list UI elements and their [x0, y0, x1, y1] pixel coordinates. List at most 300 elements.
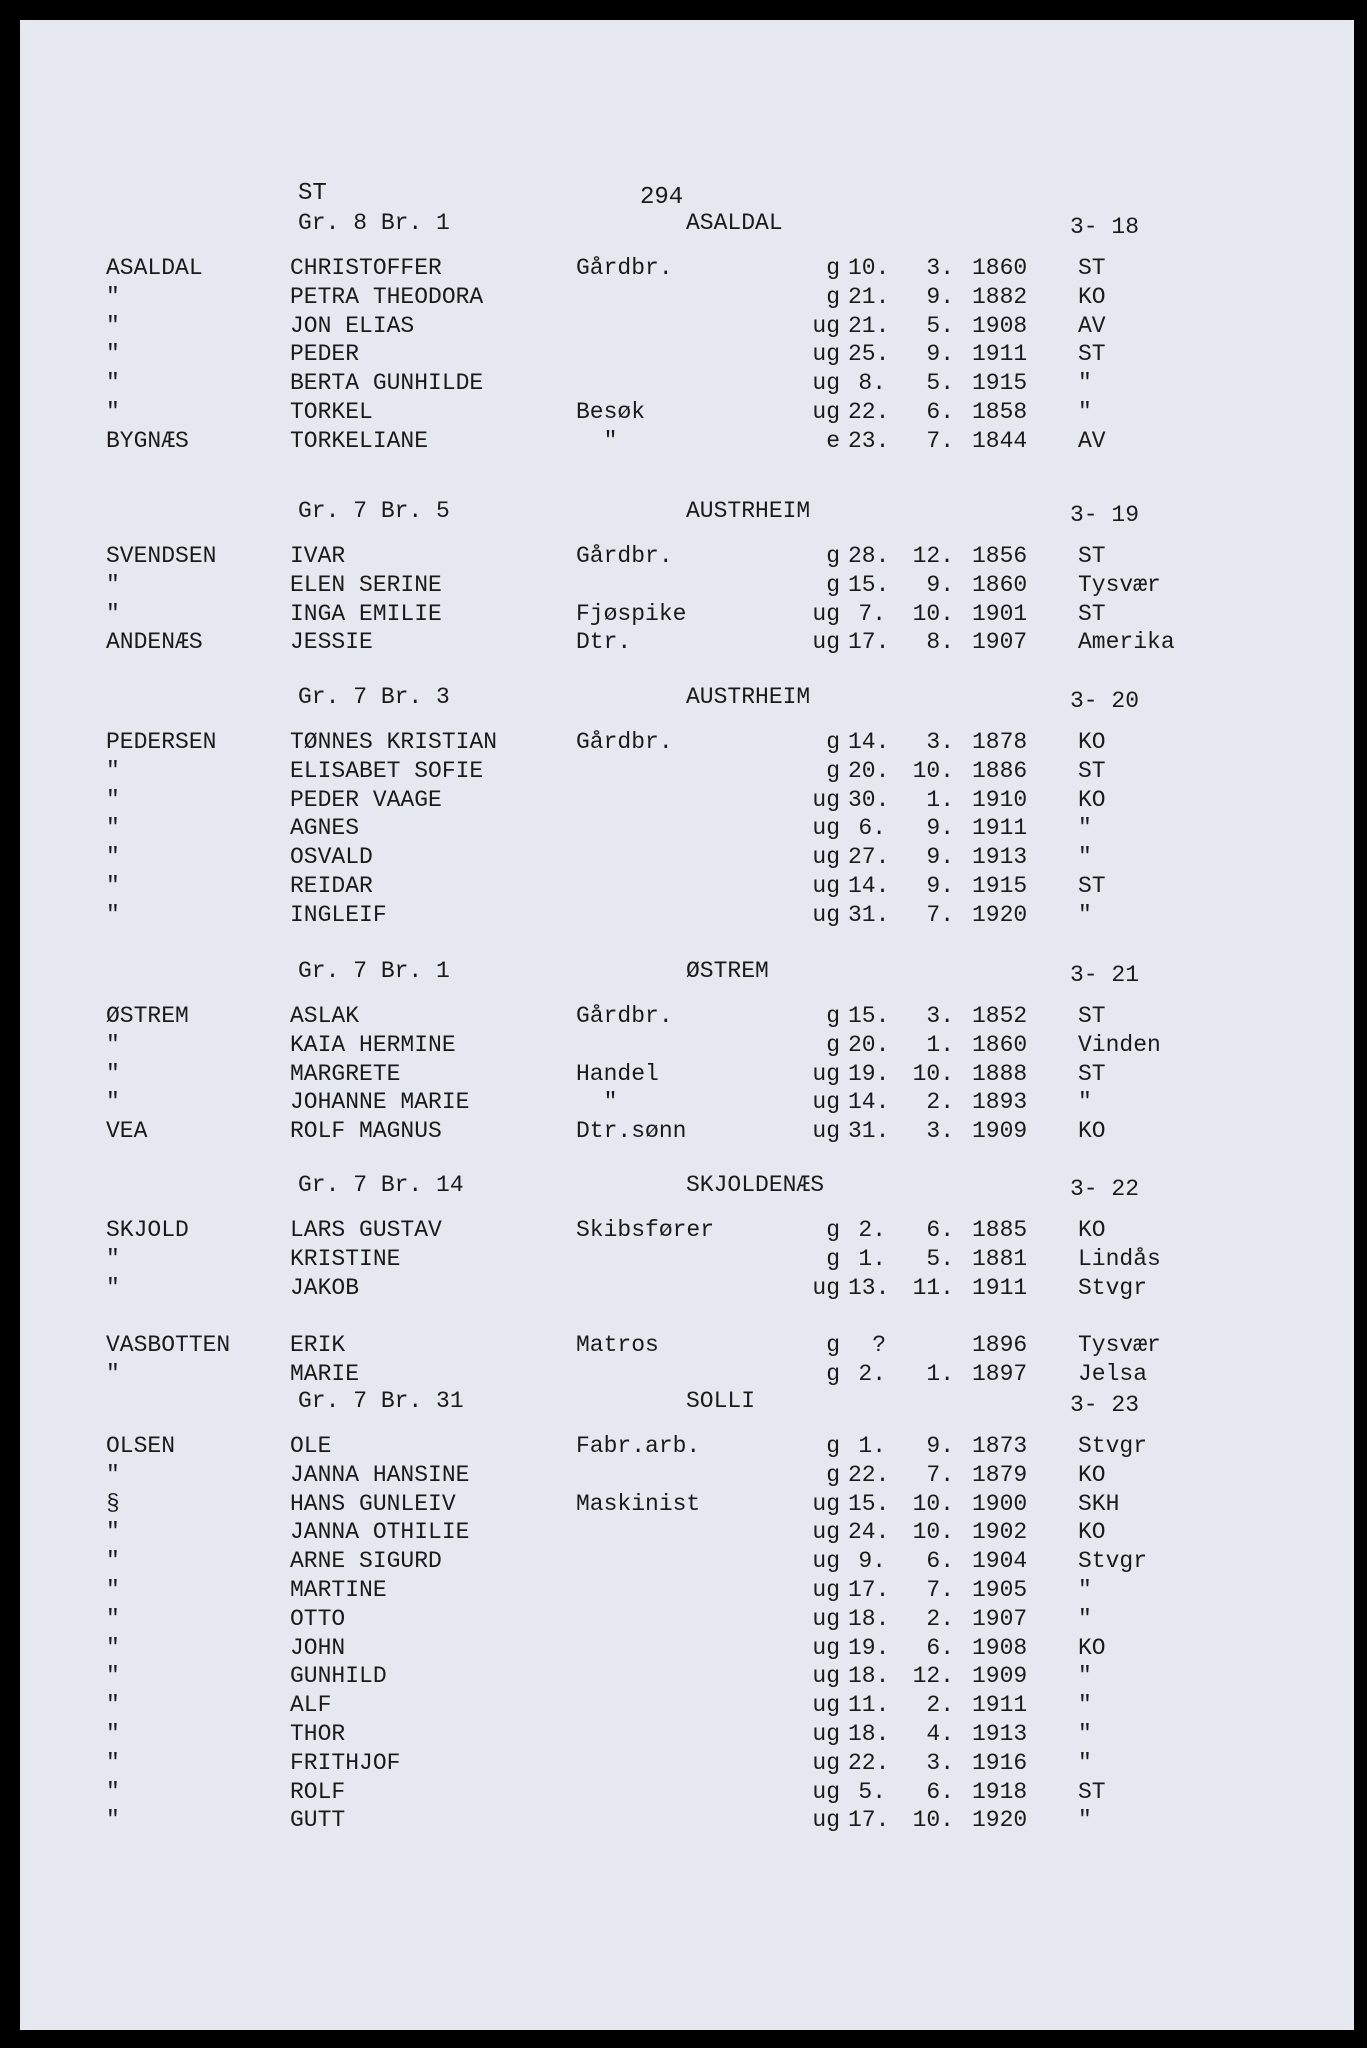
person-row — [20, 1432, 1354, 1461]
birth-year: 1858 — [972, 398, 1028, 425]
birth-place: Amerika — [1078, 629, 1175, 656]
person-row — [20, 1216, 1354, 1245]
person-row — [20, 1461, 1354, 1490]
given-name: JANNA HANSINE — [290, 1461, 470, 1488]
birth-year: 1882 — [972, 283, 1028, 310]
birth-day: 20. — [848, 1031, 890, 1058]
surname: SKJOLD — [106, 1217, 189, 1243]
household-group — [20, 958, 1354, 1146]
given-name: FRITHJOF — [290, 1749, 401, 1776]
birth-month: 12. — [912, 1663, 954, 1690]
birth-year: 1911 — [972, 1692, 1028, 1719]
occupation: Dtr. — [576, 629, 632, 656]
civil-status: g — [826, 1245, 840, 1272]
given-name: AGNES — [290, 815, 360, 842]
surname: PEDERSEN — [106, 729, 217, 755]
birth-month: 10. — [912, 1490, 954, 1517]
given-name: KAIA HERMINE — [290, 1031, 456, 1058]
occupation: Maskinist — [576, 1490, 701, 1517]
birth-day: 21. — [848, 312, 890, 339]
group-reference: Gr. 7 Br. 5 — [298, 498, 450, 524]
given-name: KRISTINE — [290, 1245, 401, 1272]
given-name: CHRISTOFFER — [290, 255, 442, 281]
birth-month: 3. — [926, 729, 954, 755]
birth-month: 7. — [926, 427, 954, 454]
surname: OLSEN — [106, 1433, 176, 1459]
birth-day: 20. — [848, 757, 890, 784]
civil-status: g — [826, 757, 840, 784]
birth-day: 14. — [848, 1089, 890, 1116]
birth-day: 10. — [848, 255, 890, 281]
occupation: Skibsfører — [576, 1217, 715, 1243]
surname: " — [106, 1274, 120, 1301]
occupation: Gårdbr. — [576, 729, 673, 755]
birth-day: 22. — [848, 1749, 890, 1776]
birth-month: 5. — [926, 370, 954, 397]
birth-month: 7. — [926, 1461, 954, 1488]
surname: " — [106, 901, 120, 928]
farm-name: AUSTRHEIM — [686, 498, 811, 524]
given-name: OSVALD — [290, 844, 373, 871]
birth-month: 7. — [926, 1576, 954, 1603]
group-reference: Gr. 7 Br. 3 — [298, 684, 450, 710]
surname: " — [106, 1519, 120, 1546]
surname: " — [106, 600, 120, 627]
given-name: JON ELIAS — [290, 312, 415, 339]
birth-place: " — [1078, 1576, 1092, 1603]
birth-place: " — [1078, 844, 1092, 871]
farm-name: SKJOLDENÆS — [686, 1172, 825, 1198]
given-name: JAKOB — [290, 1274, 360, 1301]
occupation: Besøk — [576, 398, 646, 425]
birth-place: " — [1078, 398, 1092, 425]
birth-year: 1915 — [972, 370, 1028, 397]
civil-status: ug — [812, 1663, 840, 1690]
surname: VASBOTTEN — [106, 1332, 231, 1359]
birth-day: ? — [872, 1332, 886, 1359]
civil-status: ug — [812, 341, 840, 368]
birth-month: 7. — [926, 901, 954, 928]
given-name: BERTA GUNHILDE — [290, 370, 484, 397]
given-name: REIDAR — [290, 872, 373, 899]
birth-place: Stvgr — [1078, 1548, 1148, 1575]
birth-day: 18. — [848, 1720, 890, 1747]
civil-status: g — [826, 283, 840, 310]
birth-day: 22. — [848, 1461, 890, 1488]
birth-year: 1878 — [972, 729, 1028, 755]
civil-status: ug — [812, 600, 840, 627]
given-name: JOHN — [290, 1634, 346, 1661]
birth-day: 17. — [848, 1576, 890, 1603]
person-row — [20, 728, 1354, 757]
person-row — [20, 1274, 1354, 1303]
civil-status: g — [826, 571, 840, 598]
civil-status: ug — [812, 901, 840, 928]
given-name: OTTO — [290, 1605, 346, 1632]
given-name: HANS GUNLEIV — [290, 1490, 456, 1517]
person-row — [20, 1662, 1354, 1691]
birth-month: 2. — [926, 1605, 954, 1632]
person-row — [20, 628, 1354, 657]
birth-year: 1860 — [972, 571, 1028, 598]
given-name: MARIE — [290, 1360, 360, 1387]
household-header — [20, 1172, 1354, 1216]
birth-day: 13. — [848, 1274, 890, 1301]
surname: " — [106, 1605, 120, 1632]
occupation: Gårdbr. — [576, 1003, 673, 1029]
birth-year: 1915 — [972, 872, 1028, 899]
surname: ØSTREM — [106, 1003, 189, 1029]
birth-day: 15. — [848, 1490, 890, 1517]
civil-status: ug — [812, 629, 840, 656]
household-group — [20, 210, 1354, 456]
birth-year: 1904 — [972, 1548, 1028, 1575]
birth-month: 2. — [926, 1692, 954, 1719]
surname: BYGNÆS — [106, 427, 189, 454]
birth-month: 9. — [926, 1433, 954, 1459]
birth-year: 1911 — [972, 815, 1028, 842]
surname: " — [106, 757, 120, 784]
birth-day: 22. — [848, 398, 890, 425]
birth-place: AV — [1078, 312, 1106, 339]
surname: " — [106, 341, 120, 368]
birth-year: 1902 — [972, 1519, 1028, 1546]
birth-place: ST — [1078, 872, 1106, 899]
civil-status: g — [826, 1461, 840, 1488]
given-name: ASLAK — [290, 1003, 360, 1029]
birth-day: 30. — [848, 786, 890, 813]
birth-month: 6. — [926, 1778, 954, 1805]
household-header — [20, 684, 1354, 728]
birth-year: 1852 — [972, 1003, 1028, 1029]
given-name: INGA EMILIE — [290, 600, 442, 627]
birth-day: 1. — [858, 1245, 886, 1272]
birth-place: " — [1078, 901, 1092, 928]
civil-status: ug — [812, 872, 840, 899]
birth-day: 15. — [848, 1003, 890, 1029]
person-row — [20, 600, 1354, 629]
given-name: PEDER VAAGE — [290, 786, 442, 813]
birth-month: 6. — [926, 1548, 954, 1575]
birth-month: 9. — [926, 571, 954, 598]
birth-year: 1913 — [972, 1720, 1028, 1747]
person-row — [20, 427, 1354, 456]
birth-year: 1900 — [972, 1490, 1028, 1517]
birth-place: SKH — [1078, 1490, 1120, 1517]
civil-status: ug — [812, 312, 840, 339]
birth-month: 9. — [926, 872, 954, 899]
birth-month: 3. — [926, 255, 954, 281]
civil-status: e — [826, 427, 840, 454]
birth-year: 1893 — [972, 1089, 1028, 1116]
given-name: ARNE SIGURD — [290, 1548, 442, 1575]
given-name: GUTT — [290, 1807, 346, 1834]
birth-day: 17. — [848, 1807, 890, 1834]
civil-status: g — [826, 255, 840, 281]
given-name: INGLEIF — [290, 901, 387, 928]
occupation: Handel — [576, 1060, 659, 1087]
person-row — [20, 1720, 1354, 1749]
birth-year: 1911 — [972, 1274, 1028, 1301]
document-page — [20, 20, 1354, 2030]
birth-month: 1. — [926, 1031, 954, 1058]
civil-status: ug — [812, 398, 840, 425]
civil-status: ug — [812, 786, 840, 813]
birth-year: 1918 — [972, 1778, 1028, 1805]
birth-month: 11. — [912, 1274, 954, 1301]
place-code: ST — [298, 180, 327, 207]
birth-place: " — [1078, 1692, 1092, 1719]
person-row — [20, 1691, 1354, 1720]
birth-month: 9. — [926, 815, 954, 842]
birth-year: 1916 — [972, 1749, 1028, 1776]
given-name: OLE — [290, 1433, 332, 1459]
surname: " — [106, 1576, 120, 1603]
surname: " — [106, 1461, 120, 1488]
occupation: Gårdbr. — [576, 543, 673, 569]
civil-status: ug — [812, 815, 840, 842]
given-name: ELISABET SOFIE — [290, 757, 484, 784]
birth-place: AV — [1078, 427, 1106, 454]
person-row — [20, 254, 1354, 283]
civil-status: ug — [812, 1605, 840, 1632]
surname: " — [106, 1360, 120, 1387]
birth-day: 18. — [848, 1663, 890, 1690]
birth-year: 1920 — [972, 901, 1028, 928]
birth-place: ST — [1078, 255, 1106, 281]
surname: " — [106, 1245, 120, 1272]
civil-status: ug — [812, 1692, 840, 1719]
person-row — [20, 312, 1354, 341]
birth-year: 1860 — [972, 1031, 1028, 1058]
birth-day: 1. — [858, 1433, 886, 1459]
birth-day: 5. — [858, 1778, 886, 1805]
person-row — [20, 1518, 1354, 1547]
birth-day: 25. — [848, 341, 890, 368]
farm-name: ØSTREM — [686, 958, 769, 984]
birth-month: 8. — [926, 629, 954, 656]
given-name: JOHANNE MARIE — [290, 1089, 470, 1116]
civil-status: ug — [812, 1519, 840, 1546]
birth-year: 1911 — [972, 341, 1028, 368]
birth-month: 4. — [926, 1720, 954, 1747]
birth-place: Jelsa — [1078, 1360, 1148, 1387]
birth-place: KO — [1078, 1519, 1106, 1546]
birth-year: 1881 — [972, 1245, 1028, 1272]
surname: " — [106, 1634, 120, 1661]
birth-day: 31. — [848, 901, 890, 928]
birth-year: 1844 — [972, 427, 1028, 454]
surname: " — [106, 844, 120, 871]
given-name: ELEN SERINE — [290, 571, 442, 598]
surname: " — [106, 312, 120, 339]
birth-year: 1888 — [972, 1060, 1028, 1087]
birth-month: 10. — [912, 1807, 954, 1834]
birth-month: 10. — [912, 600, 954, 627]
civil-status: g — [826, 1217, 840, 1243]
birth-month: 10. — [912, 1519, 954, 1546]
birth-day: 14. — [848, 872, 890, 899]
birth-place: KO — [1078, 283, 1106, 310]
birth-year: 1913 — [972, 844, 1028, 871]
birth-year: 1909 — [972, 1663, 1028, 1690]
birth-month: 1. — [926, 786, 954, 813]
given-name: JANNA OTHILIE — [290, 1519, 470, 1546]
birth-place: Tysvær — [1078, 571, 1161, 598]
person-row — [20, 283, 1354, 312]
birth-year: 1879 — [972, 1461, 1028, 1488]
given-name: ERIK — [290, 1332, 346, 1359]
birth-month: 3. — [926, 1003, 954, 1029]
surname: § — [106, 1490, 120, 1517]
person-row — [20, 814, 1354, 843]
birth-place: " — [1078, 1720, 1092, 1747]
person-row — [20, 340, 1354, 369]
person-row — [20, 1806, 1354, 1835]
farm-name: AUSTRHEIM — [686, 684, 811, 710]
civil-status: ug — [812, 1274, 840, 1301]
birth-place: Lindås — [1078, 1245, 1161, 1272]
person-row — [20, 1634, 1354, 1663]
birth-place: Stvgr — [1078, 1274, 1148, 1301]
birth-place: KO — [1078, 729, 1106, 755]
person-row — [20, 1605, 1354, 1634]
surname: " — [106, 1089, 120, 1116]
person-row — [20, 1360, 1354, 1389]
given-name: JESSIE — [290, 629, 373, 656]
occupation: Gårdbr. — [576, 255, 673, 281]
given-name: MARTINE — [290, 1576, 387, 1603]
birth-day: 31. — [848, 1118, 890, 1145]
person-row — [20, 1245, 1354, 1274]
person-row — [20, 1547, 1354, 1576]
civil-status: g — [826, 543, 840, 569]
birth-day: 7. — [858, 600, 886, 627]
group-reference: Gr. 8 Br. 1 — [298, 210, 450, 236]
person-row — [20, 1002, 1354, 1031]
birth-day: 14. — [848, 729, 890, 755]
group-reference: Gr. 7 Br. 1 — [298, 958, 450, 984]
birth-month: 6. — [926, 398, 954, 425]
birth-place: " — [1078, 370, 1092, 397]
surname: " — [106, 283, 120, 310]
occupation: Fjøspike — [576, 600, 687, 627]
household-header — [20, 498, 1354, 542]
household-number: 3- 18 — [1070, 214, 1140, 240]
birth-place: Stvgr — [1078, 1433, 1148, 1459]
household-header — [20, 958, 1354, 1002]
household-number: 3- 19 — [1070, 502, 1140, 528]
birth-day: 19. — [848, 1060, 890, 1087]
birth-place: ST — [1078, 1778, 1106, 1805]
birth-place: ST — [1078, 1003, 1106, 1029]
birth-day: 18. — [848, 1605, 890, 1632]
civil-status: g — [826, 1360, 840, 1387]
given-name: LARS GUSTAV — [290, 1217, 442, 1243]
person-row — [20, 1031, 1354, 1060]
birth-place: KO — [1078, 786, 1106, 813]
birth-place: ST — [1078, 543, 1106, 569]
household-header — [20, 1388, 1354, 1432]
birth-month: 3. — [926, 1118, 954, 1145]
birth-month: 5. — [926, 1245, 954, 1272]
birth-day: 6. — [858, 815, 886, 842]
birth-year: 1907 — [972, 1605, 1028, 1632]
surname: VEA — [106, 1118, 148, 1145]
given-name: PETRA THEODORA — [290, 283, 484, 310]
birth-place: " — [1078, 1807, 1092, 1834]
surname: " — [106, 571, 120, 598]
person-row — [20, 1117, 1354, 1146]
page-number: 294 — [640, 184, 684, 211]
birth-year: 1908 — [972, 1634, 1028, 1661]
household-group — [20, 1388, 1354, 1835]
person-row — [20, 369, 1354, 398]
person-row — [20, 872, 1354, 901]
civil-status: ug — [812, 1720, 840, 1747]
birth-place: ST — [1078, 1060, 1106, 1087]
birth-day: 9. — [858, 1548, 886, 1575]
surname: " — [106, 786, 120, 813]
surname: " — [106, 1778, 120, 1805]
birth-year: 1920 — [972, 1807, 1028, 1834]
given-name: ALF — [290, 1692, 332, 1719]
civil-status: ug — [812, 1749, 840, 1776]
birth-month: 1. — [926, 1360, 954, 1387]
birth-month: 2. — [926, 1089, 954, 1116]
person-row — [20, 1060, 1354, 1089]
birth-month: 9. — [926, 844, 954, 871]
given-name: ROLF MAGNUS — [290, 1118, 442, 1145]
birth-day: 2. — [858, 1217, 886, 1243]
group-reference: Gr. 7 Br. 14 — [298, 1172, 464, 1198]
surname: " — [106, 1548, 120, 1575]
birth-year: 1901 — [972, 600, 1028, 627]
birth-day: 2. — [858, 1360, 886, 1387]
given-name: MARGRETE — [290, 1060, 401, 1087]
person-row — [20, 1749, 1354, 1778]
birth-place: KO — [1078, 1634, 1106, 1661]
surname: " — [106, 1663, 120, 1690]
person-row — [20, 1331, 1354, 1360]
given-name: TORKEL — [290, 398, 373, 425]
birth-year: 1896 — [972, 1332, 1028, 1359]
household-group — [20, 498, 1354, 657]
birth-place: ST — [1078, 341, 1106, 368]
household-group — [20, 684, 1354, 930]
birth-place: " — [1078, 1663, 1092, 1690]
birth-day: 24. — [848, 1519, 890, 1546]
surname: " — [106, 1692, 120, 1719]
birth-month: 6. — [926, 1217, 954, 1243]
person-row — [20, 571, 1354, 600]
birth-day: 17. — [848, 629, 890, 656]
surname: " — [106, 872, 120, 899]
given-name: TØNNES KRISTIAN — [290, 729, 498, 755]
person-row — [20, 1490, 1354, 1519]
occupation: " — [576, 427, 618, 454]
birth-year: 1873 — [972, 1433, 1028, 1459]
given-name: GUNHILD — [290, 1663, 387, 1690]
occupation: " — [576, 1089, 618, 1116]
household-header — [20, 210, 1354, 254]
birth-place: " — [1078, 1089, 1092, 1116]
person-row — [20, 1302, 1354, 1331]
occupation: Fabr.arb. — [576, 1433, 701, 1459]
surname: " — [106, 398, 120, 425]
person-row — [20, 757, 1354, 786]
birth-place: KO — [1078, 1118, 1106, 1145]
